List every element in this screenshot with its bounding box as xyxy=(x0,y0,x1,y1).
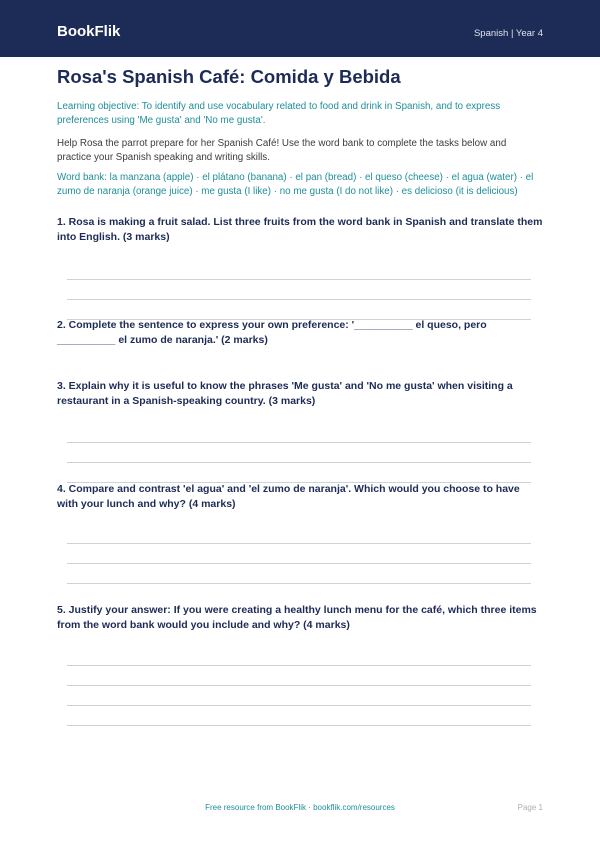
question-4: 4. Compare and contrast 'el agua' and 'el zumo de naranja'. Which would you choose to have with your lunch and why? (4 marks) xyxy=(57,483,520,510)
brand-logo: BookFlik xyxy=(57,23,121,40)
answer-line[interactable] xyxy=(67,543,531,544)
answer-line[interactable] xyxy=(67,725,531,726)
question-5: 5. Justify your answer: If you were creating a healthy lunch menu for the café, which three items from the word bank would you include and why? (4 marks) xyxy=(57,604,537,631)
answer-line[interactable] xyxy=(67,563,531,564)
answer-line[interactable] xyxy=(67,299,531,300)
worksheet-title: Rosa's Spanish Café: Comida y Bebida xyxy=(57,66,401,87)
answer-line[interactable] xyxy=(67,279,531,280)
answer-line[interactable] xyxy=(67,462,531,463)
answer-line[interactable] xyxy=(67,685,531,686)
question-3: 3. Explain why it is useful to know the phrases 'Me gusta' and 'No me gusta' when visiting a restaurant in a Spanish-speaking country. (3 marks) xyxy=(57,380,513,407)
page-header xyxy=(0,0,600,57)
footer-credit[interactable]: Free resource from BookFlik · bookflik.com/resources xyxy=(205,803,395,812)
question-2: 2. Complete the sentence to express your own preference: '__________ el queso, pero __________ el zumo de naranja.' (2 marks) xyxy=(57,319,487,346)
worksheet-content xyxy=(57,66,543,631)
answer-line[interactable] xyxy=(67,705,531,706)
subject-year: Spanish | Year 4 xyxy=(473,28,543,39)
answer-line[interactable] xyxy=(67,442,531,443)
answer-line[interactable] xyxy=(67,665,531,666)
learning-objective: Learning objective: To identify and use vocabulary related to food and drink in Spanish, and to express preferences using 'Me gusta' and 'No me gusta'. xyxy=(57,101,501,126)
answer-line[interactable] xyxy=(67,583,531,584)
page-number: Page 1 xyxy=(517,803,543,812)
word-bank: Word bank: la manzana (apple) · el plátano (banana) · el pan (bread) · el queso (cheese) · el agua (water) · el zumo de naranja (orange juice) · me gusta (I like) · no me gusta (I do not like) · es delicioso (it is delicious) xyxy=(57,172,534,197)
intro-text: Help Rosa the parrot prepare for her Spanish Café! Use the word bank to complete the tasks below and practice your Spanish speaking and writing skills. xyxy=(57,138,507,163)
question-1: 1. Rosa is making a fruit salad. List three fruits from the word bank in Spanish and translate them into English. (3 marks) xyxy=(57,216,543,243)
